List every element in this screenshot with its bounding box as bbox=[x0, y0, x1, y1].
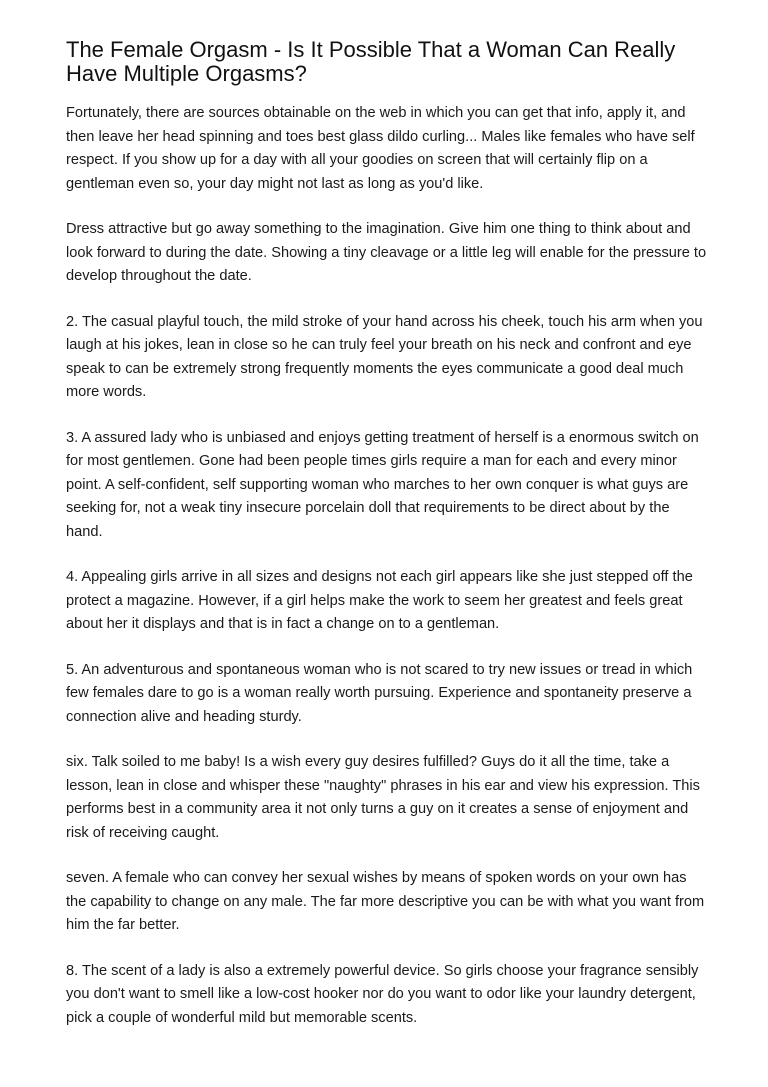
paragraph-1: Fortunately, there are sources obtainable on the web in which you can get that info, apply it, and then leave her head spinning and toes best glass dildo curling... Males like females who have self respect. If you show up for a day with all your goodies on screen that will certainly flip on a gentleman even so, your day might not last as long as you'd like. bbox=[66, 105, 695, 192]
document-title: The Female Orgasm - Is It Possible That a Woman Can Really Have Multiple Orgasms? bbox=[66, 37, 676, 86]
paragraph-9: 8. The scent of a lady is also a extremely powerful device. So girls choose your fragrance sensibly you don't want to smell like a low-cost hooker nor do you want to odor like your laundry detergent, pick a couple of wonderful mild but memorable scents. bbox=[66, 962, 699, 1026]
paragraph-3: 2. The casual playful touch, the mild stroke of your hand across his cheek, touch his arm when you laugh at his jokes, lean in close so he can truly feel your breath on his neck and confront and eye speak to can be extremely strong frequently moments the eyes communicate a good deal much more words. bbox=[66, 313, 703, 400]
paragraph-7: six. Talk soiled to me baby! Is a wish every guy desires fulfilled? Guys do it all the time, take a lesson, lean in close and whisper these "naughty" phrases in his ear and view his expression. This performs best in a community area it not only turns a guy on it creates a sense of enjoyment and risk of receiving caught. bbox=[66, 754, 700, 841]
paragraph-8: seven. A female who can convey her sexual wishes by means of spoken words on your own has the capability to change on any male. The far more descriptive you can be with what you want from him the far better. bbox=[66, 870, 705, 933]
paragraph-4: 3. A assured lady who is unbiased and enjoys getting treatment of herself is a enormous switch on for most gentlemen. Gone had been people times girls require a man for each and every minor point. A self-confident, self supporting woman who marches to her own conquer is what guys are seeking for, not a weak tiny insecure porcelain doll that requirements to be direct about by the hand. bbox=[66, 429, 699, 540]
paragraph-2: Dress attractive but go away something to the imagination. Give him one thing to think about and look forward to during the date. Showing a tiny cleavage or a little leg will enable for the pressure to develop throughout the date. bbox=[66, 221, 707, 284]
paragraph-5: 4. Appealing girls arrive in all sizes and designs not each girl appears like she just stepped off the protect a magazine. However, if a girl helps make the work to seem her greatest and feels great about her it displays and that is in fact a change on to a gentleman. bbox=[66, 569, 693, 632]
paragraph-6: 5. An adventurous and spontaneous woman who is not scared to try new issues or tread in which few females dare to go is a woman really worth pursuing. Experience and spontaneity preserve a connection alive and heading sturdy. bbox=[66, 661, 693, 725]
